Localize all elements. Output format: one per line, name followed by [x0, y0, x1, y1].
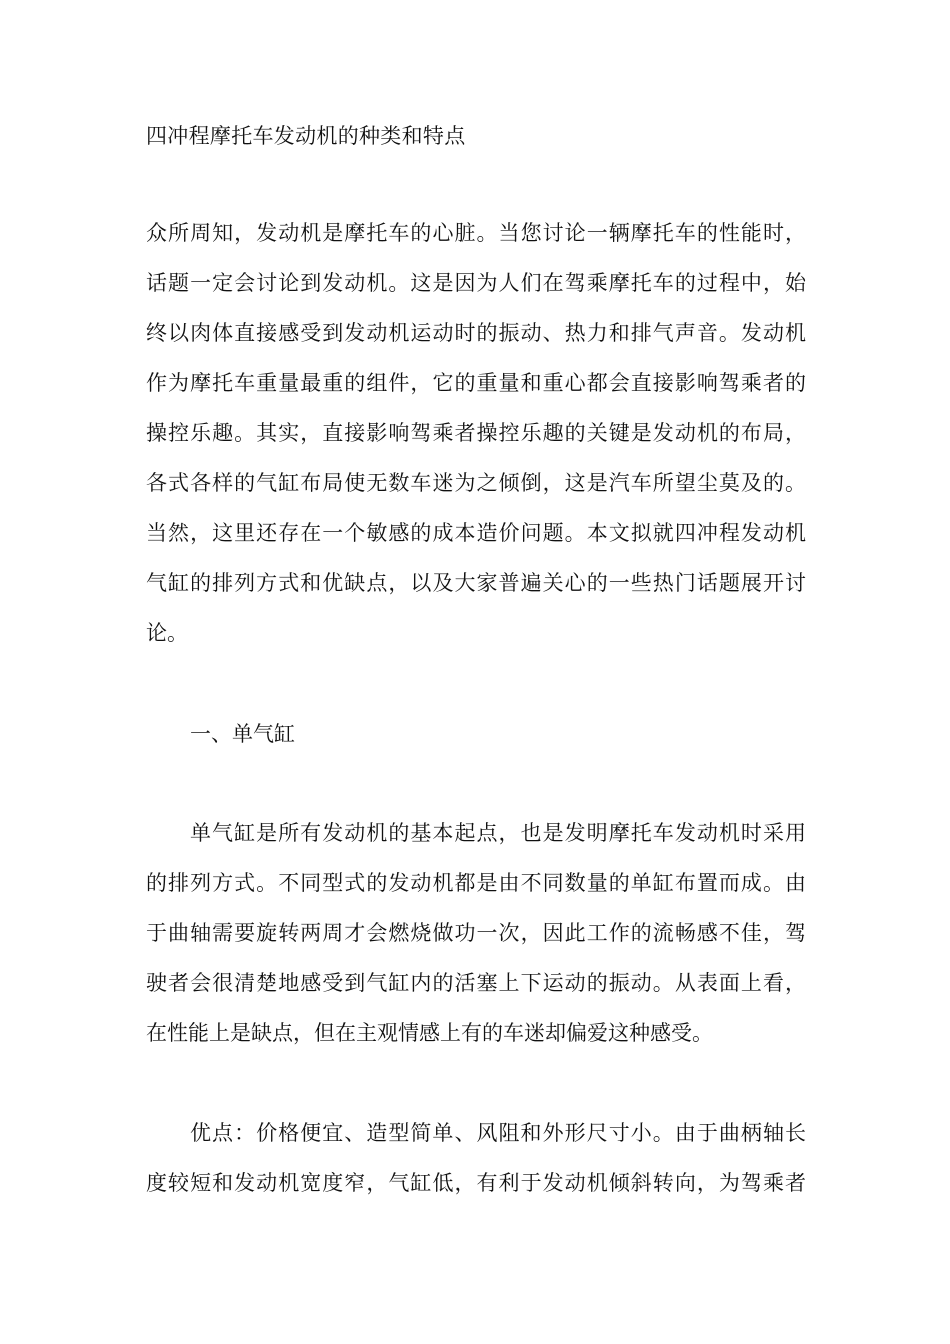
- paragraph-line: 话题一定会讨论到发动机。这是因为人们在驾乘摩托车的过程中，始: [146, 271, 806, 295]
- paragraph-line: 度较短和发动机宽度窄，气缸低，有利于发动机倾斜转向，为驾乘者: [146, 1171, 806, 1195]
- paragraph-line: 操控乐趣。其实，直接影响驾乘者操控乐趣的关键是发动机的布局，: [146, 421, 806, 445]
- paragraph-line: 作为摩托车重量最重的组件，它的重量和重心都会直接影响驾乘者的: [146, 371, 806, 395]
- paragraph-line: 的排列方式。不同型式的发动机都是由不同数量的单缸布置而成。由: [146, 871, 806, 895]
- single-cylinder-paragraph: [146, 808, 806, 1058]
- paragraph-line: 驶者会很清楚地感受到气缸内的活塞上下运动的振动。从表面上看，: [146, 971, 806, 995]
- section-heading-single-cylinder: 一、单气缸: [190, 722, 295, 746]
- paragraph-line: 于曲轴需要旋转两周才会燃烧做功一次，因此工作的流畅感不佳，驾: [146, 921, 806, 945]
- paragraph-line: 在性能上是缺点，但在主观情感上有的车迷却偏爱这种感受。: [146, 1021, 713, 1045]
- paragraph-line: 众所周知，发动机是摩托车的心脏。当您讨论一辆摩托车的性能时，: [146, 221, 806, 245]
- paragraph-line: 当然，这里还存在一个敏感的成本造价问题。本文拟就四冲程发动机: [146, 521, 806, 545]
- paragraph-line: 各式各样的气缸布局使无数车迷为之倾倒，这是汽车所望尘莫及的。: [146, 471, 806, 495]
- paragraph-line: 终以肉体直接感受到发动机运动时的振动、热力和排气声音。发动机: [146, 321, 806, 345]
- advantages-paragraph: [146, 1108, 806, 1208]
- paragraph-line: 气缸的排列方式和优缺点，以及大家普遍关心的一些热门话题展开讨: [146, 571, 806, 595]
- paragraph-line: 优点：价格便宜、造型简单、风阻和外形尺寸小。由于曲柄轴长: [190, 1121, 806, 1145]
- paragraph-line: 论。: [146, 621, 188, 645]
- paragraph-line: 单气缸是所有发动机的基本起点，也是发明摩托车发动机时采用: [190, 821, 806, 845]
- document-title: 四冲程摩托车发动机的种类和特点: [146, 124, 466, 148]
- intro-paragraph: [146, 208, 806, 658]
